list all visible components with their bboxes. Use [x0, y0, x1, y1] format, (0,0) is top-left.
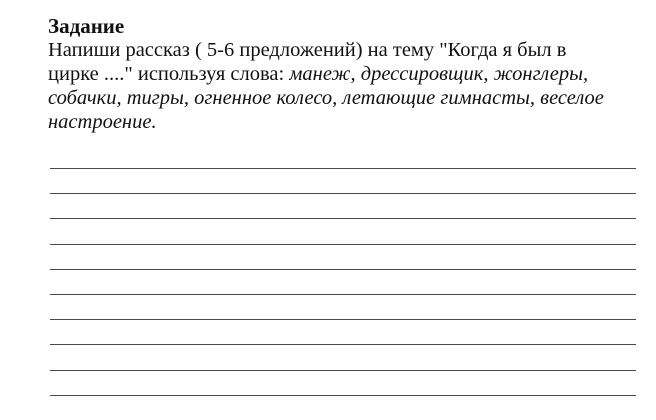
answer-line: [50, 244, 636, 245]
task-line-1-text: Напиши рассказ ( 5-6 предложений) на тему "Когда я был в: [48, 39, 567, 61]
task-line-2-prefix: цирке ...." используя слова:: [48, 63, 290, 85]
answer-line: [50, 395, 636, 396]
answer-line: [50, 370, 636, 371]
answer-lines: [50, 168, 636, 420]
task-line-4-words: настроение.: [48, 111, 157, 133]
task-line-3-words: собачки, тигры, огненное колесо, летающие гимнасты, веселое: [48, 87, 604, 109]
answer-line: [50, 168, 636, 169]
answer-line: [50, 344, 636, 345]
task-block: [48, 14, 644, 134]
answer-line: [50, 218, 636, 219]
answer-line: [50, 269, 636, 270]
task-line-2-words: манеж, дрессировщик, жонглеры,: [289, 63, 589, 85]
answer-line: [50, 294, 636, 295]
task-line-3: [48, 86, 644, 110]
answer-line: [50, 193, 636, 194]
answer-line: [50, 319, 636, 320]
task-line-1: [48, 38, 644, 62]
task-line-2: [48, 62, 644, 86]
task-line-4: [48, 110, 644, 134]
task-title: Задание: [48, 14, 125, 38]
